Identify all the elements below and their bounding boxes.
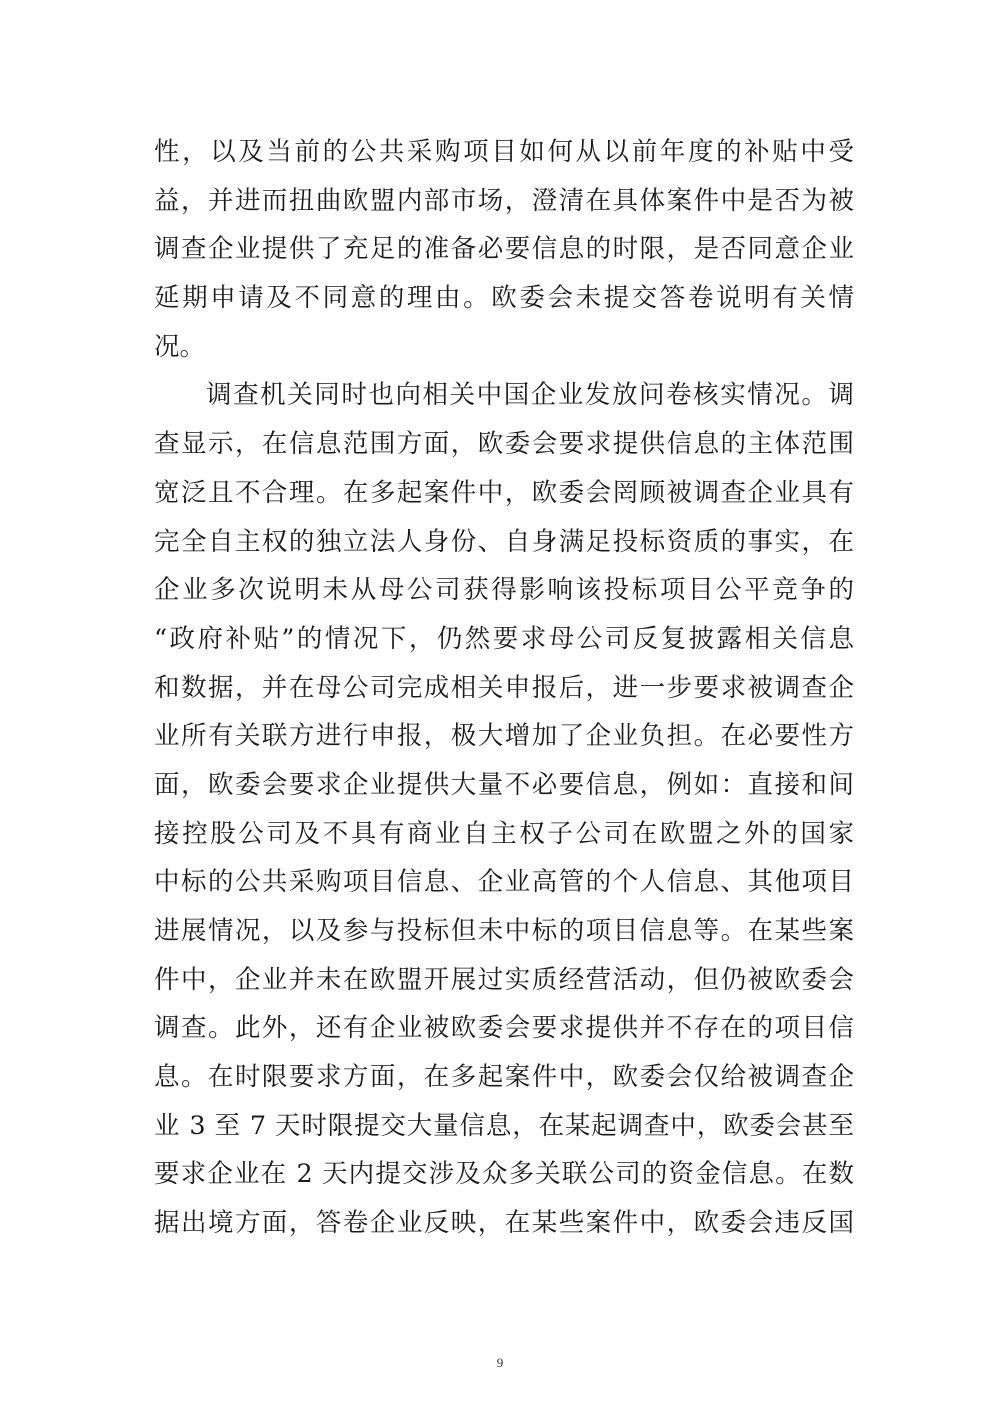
text-line: 宽泛且不合理。在多起案件中，欧委会罔顾被调查企业具有: [154, 477, 854, 508]
text-line: 业 3 至 7 天时限提交大量信息，在某起调查中，欧委会甚至: [154, 1110, 854, 1141]
text-line: 和数据，并在母公司完成相关申报后，进一步要求被调查企: [154, 672, 854, 703]
text-line: 性，以及当前的公共采购项目如何从以前年度的补贴中受: [154, 137, 854, 167]
page-number: 9: [496, 1355, 504, 1370]
body-text: [154, 128, 854, 1248]
text-line: 完全自主权的独立法人身份、自身满足投标资质的事实，在: [154, 526, 854, 557]
text-line: 业所有关联方进行申报，极大增加了企业负担。在必要性方: [154, 721, 854, 752]
text-line: 息。在时限要求方面，在多起案件中，欧委会仅给被调查企: [154, 1062, 854, 1093]
text-line: 况。: [154, 331, 206, 362]
paragraph: [154, 128, 854, 371]
text-line: 件中，企业并未在欧盟开展过实质经营活动，但仍被欧委会: [154, 964, 854, 995]
text-line: 益，并进而扭曲欧盟内部市场，澄清在具体案件中是否为被: [154, 185, 854, 216]
text-line: “政府补贴”的情况下，仍然要求母公司反复披露相关信息: [154, 623, 854, 654]
text-line: 调查。此外，还有企业被欧委会要求提供并不存在的项目信: [154, 1013, 854, 1044]
paragraph: [154, 371, 854, 1247]
text-line: 调查企业提供了充足的准备必要信息的时限，是否同意企业: [154, 234, 854, 265]
text-line: 调查机关同时也向相关中国企业发放问卷核实情况。调: [206, 380, 854, 411]
text-line: 查显示，在信息范围方面，欧委会要求提供信息的主体范围: [154, 429, 854, 460]
text-line: 要求企业在 2 天内提交涉及众多关联公司的资金信息。在数: [154, 1159, 854, 1190]
text-line: 延期申请及不同意的理由。欧委会未提交答卷说明有关情: [154, 283, 854, 314]
text-line: 据出境方面，答卷企业反映，在某些案件中，欧委会违反国: [154, 1208, 854, 1239]
text-line: 接控股公司及不具有商业自主权子公司在欧盟之外的国家: [154, 818, 854, 849]
text-line: 企业多次说明未从母公司获得影响该投标项目公平竞争的: [154, 575, 854, 606]
text-line: 进展情况，以及参与投标但未中标的项目信息等。在某些案: [154, 916, 854, 946]
text-line: 面，欧委会要求企业提供大量不必要信息，例如：直接和间: [154, 769, 854, 800]
text-line: 中标的公共采购项目信息、企业高管的个人信息、其他项目: [154, 867, 854, 898]
